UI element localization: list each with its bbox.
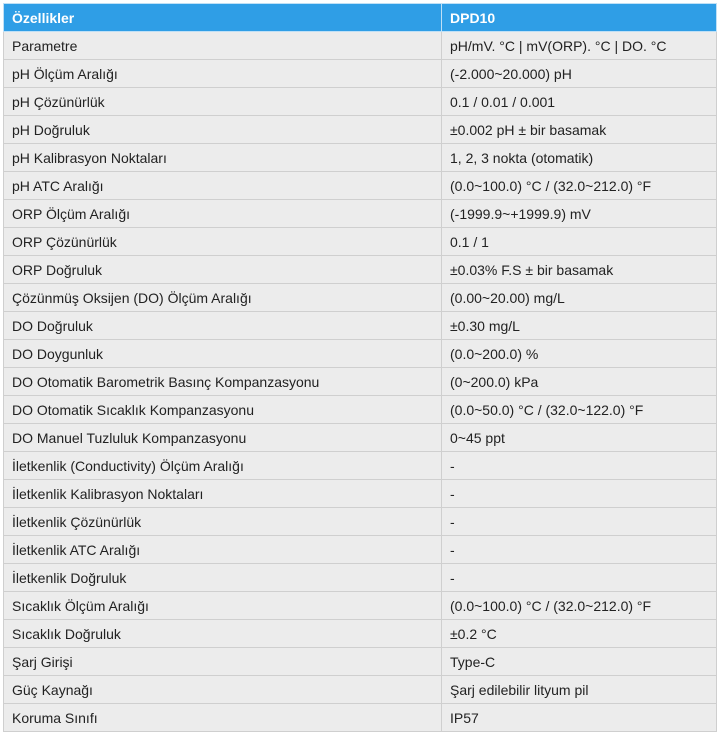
header-features: Özellikler	[4, 4, 442, 32]
spec-value-cell: ±0.03% F.S ± bir basamak	[442, 256, 717, 284]
spec-value-cell: -	[442, 508, 717, 536]
spec-name-cell: pH Çözünürlük	[4, 88, 442, 116]
spec-name-cell: Güç Kaynağı	[4, 676, 442, 704]
spec-value-cell: IP57	[442, 704, 717, 732]
spec-name-cell: ORP Çözünürlük	[4, 228, 442, 256]
spec-name-cell: İletkenlik Kalibrasyon Noktaları	[4, 480, 442, 508]
table-row	[4, 60, 717, 88]
table-row	[4, 368, 717, 396]
spec-value-cell: -	[442, 452, 717, 480]
spec-name-cell: Sıcaklık Doğruluk	[4, 620, 442, 648]
table-row	[4, 536, 717, 564]
spec-value-cell: (-2.000~20.000) pH	[442, 60, 717, 88]
spec-name-cell: Koruma Sınıfı	[4, 704, 442, 732]
spec-value-cell: ±0.002 pH ± bir basamak	[442, 116, 717, 144]
spec-value-cell: 0.1 / 1	[442, 228, 717, 256]
spec-table	[3, 3, 717, 732]
spec-value-cell: -	[442, 480, 717, 508]
header-row	[4, 4, 717, 32]
table-row	[4, 228, 717, 256]
spec-value-cell: (0.0~200.0) %	[442, 340, 717, 368]
table-row	[4, 32, 717, 60]
table-row	[4, 508, 717, 536]
table-row	[4, 620, 717, 648]
table-row	[4, 256, 717, 284]
spec-value-cell: 0.1 / 0.01 / 0.001	[442, 88, 717, 116]
spec-value-cell: -	[442, 536, 717, 564]
table-row	[4, 480, 717, 508]
spec-value-cell: (0~200.0) kPa	[442, 368, 717, 396]
spec-value-cell: ±0.2 °C	[442, 620, 717, 648]
spec-value-cell: (-1999.9~+1999.9) mV	[442, 200, 717, 228]
table-row	[4, 424, 717, 452]
spec-name-cell: Çözünmüş Oksijen (DO) Ölçüm Aralığı	[4, 284, 442, 312]
table-row	[4, 452, 717, 480]
spec-name-cell: DO Manuel Tuzluluk Kompanzasyonu	[4, 424, 442, 452]
table-row	[4, 676, 717, 704]
spec-value-cell: (0.0~50.0) °C / (32.0~122.0) °F	[442, 396, 717, 424]
table-row	[4, 648, 717, 676]
table-row	[4, 564, 717, 592]
table-header	[4, 4, 717, 32]
spec-name-cell: pH Kalibrasyon Noktaları	[4, 144, 442, 172]
spec-name-cell: ORP Ölçüm Aralığı	[4, 200, 442, 228]
spec-name-cell: DO Doğruluk	[4, 312, 442, 340]
table-row	[4, 88, 717, 116]
spec-name-cell: DO Doygunluk	[4, 340, 442, 368]
spec-value-cell: pH/mV. °C | mV(ORP). °C | DO. °C	[442, 32, 717, 60]
spec-name-cell: İletkenlik (Conductivity) Ölçüm Aralığı	[4, 452, 442, 480]
table-row	[4, 340, 717, 368]
table-row	[4, 144, 717, 172]
spec-name-cell: İletkenlik Doğruluk	[4, 564, 442, 592]
header-model: DPD10	[442, 4, 717, 32]
spec-value-cell: ±0.30 mg/L	[442, 312, 717, 340]
spec-value-cell: (0.0~100.0) °C / (32.0~212.0) °F	[442, 592, 717, 620]
spec-value-cell: (0.00~20.00) mg/L	[442, 284, 717, 312]
spec-value-cell: 1, 2, 3 nokta (otomatik)	[442, 144, 717, 172]
spec-name-cell: Parametre	[4, 32, 442, 60]
spec-name-cell: Şarj Girişi	[4, 648, 442, 676]
spec-name-cell: ORP Doğruluk	[4, 256, 442, 284]
table-row	[4, 396, 717, 424]
table-row	[4, 592, 717, 620]
table-row	[4, 200, 717, 228]
spec-value-cell: 0~45 ppt	[442, 424, 717, 452]
table-row	[4, 284, 717, 312]
spec-name-cell: Sıcaklık Ölçüm Aralığı	[4, 592, 442, 620]
table-row	[4, 312, 717, 340]
spec-value-cell: (0.0~100.0) °C / (32.0~212.0) °F	[442, 172, 717, 200]
spec-name-cell: pH Ölçüm Aralığı	[4, 60, 442, 88]
spec-value-cell: Şarj edilebilir lityum pil	[442, 676, 717, 704]
table-row	[4, 116, 717, 144]
table-row	[4, 172, 717, 200]
spec-name-cell: DO Otomatik Barometrik Basınç Kompanzasyonu	[4, 368, 442, 396]
spec-value-cell: -	[442, 564, 717, 592]
spec-name-cell: İletkenlik ATC Aralığı	[4, 536, 442, 564]
spec-name-cell: pH ATC Aralığı	[4, 172, 442, 200]
spec-name-cell: İletkenlik Çözünürlük	[4, 508, 442, 536]
spec-value-cell: Type-C	[442, 648, 717, 676]
table-row	[4, 704, 717, 732]
spec-name-cell: pH Doğruluk	[4, 116, 442, 144]
spec-name-cell: DO Otomatik Sıcaklık Kompanzasyonu	[4, 396, 442, 424]
table-body	[4, 32, 717, 732]
